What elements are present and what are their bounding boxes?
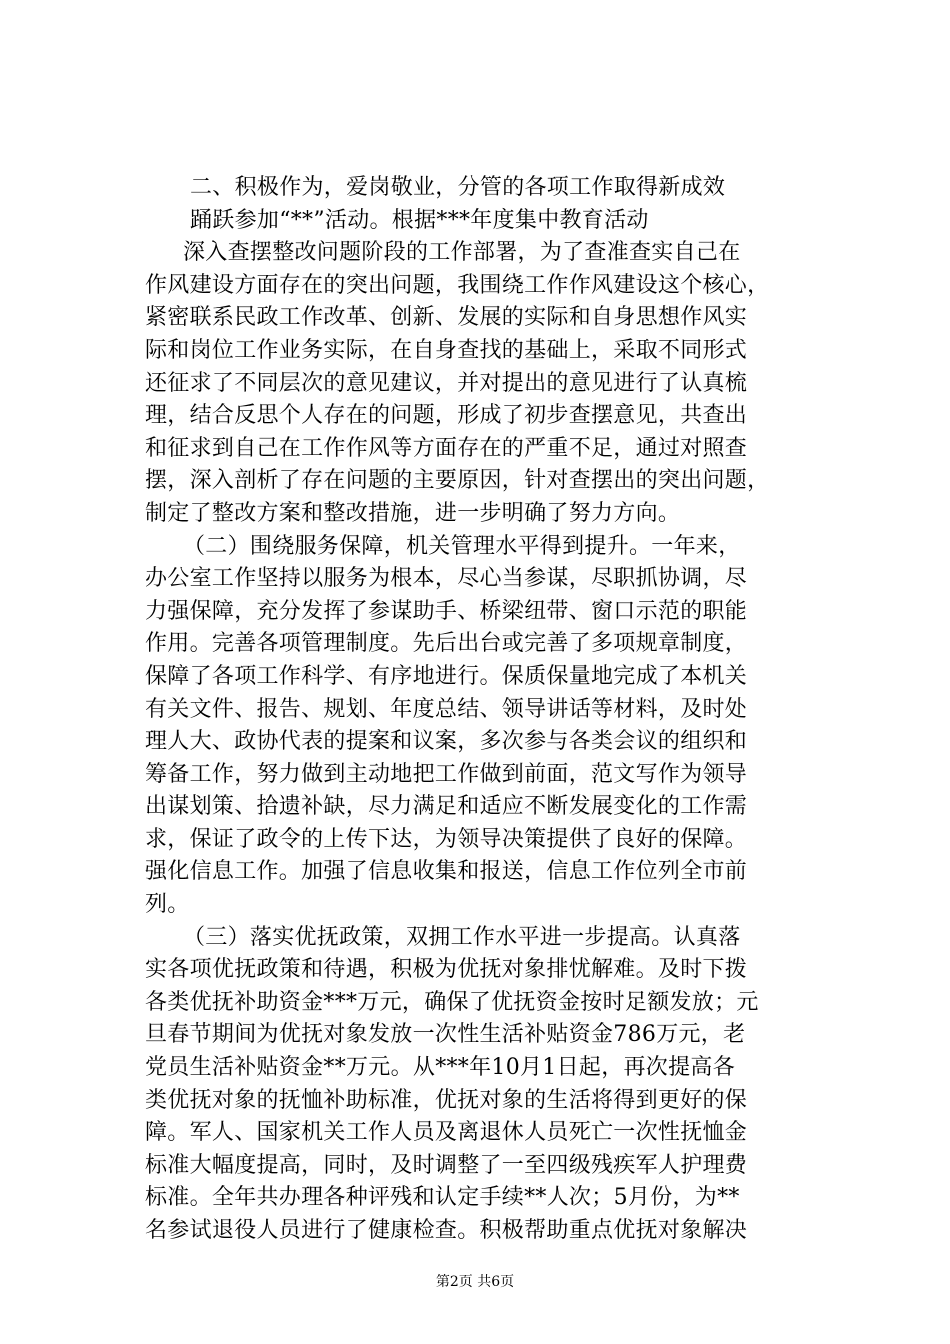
- text-line: 名参试退役人员进行了健康检查。积极帮助重点优抚对象解决: [145, 1218, 748, 1243]
- text-line: 强化信息工作。加强了信息收集和报送，信息工作位列全市前: [145, 859, 748, 885]
- paragraph-start-line: （二）围绕服务保障，机关管理水平得到提升。一年来，: [183, 533, 741, 559]
- document-body: [145, 172, 845, 1248]
- text-line: 紧密联系民政工作改革、创新、发展的实际和自身思想作风实: [145, 305, 748, 331]
- page-number-footer: 第2页 共6页: [435, 1274, 515, 1290]
- text-line: 标准大幅度提高，同时，及时调整了一至四级残疾军人护理费: [145, 1152, 748, 1178]
- text-line: 保障了各项工作科学、有序地进行。保质保量地完成了本机关: [145, 663, 748, 689]
- text-line: 摆，深入剖析了存在问题的主要原因，针对查摆出的突出问题，: [145, 468, 770, 494]
- text-line: 和征求到自己在工作作风等方面存在的严重不足，通过对照查: [145, 435, 748, 461]
- text-line: 旦春节期间为优抚对象发放一次性生活补贴资金786万元，老: [145, 1022, 746, 1048]
- text-line: 办公室工作坚持以服务为根本，尽心当参谋，尽职抓协调，尽: [145, 566, 748, 592]
- text-line: 作用。完善各项管理制度。先后出台或完善了多项规章制度，: [145, 631, 748, 657]
- text-line: 筹备工作，努力做到主动地把工作做到前面，范文写作为领导: [145, 761, 748, 787]
- text-line: 作风建设方面存在的突出问题，我围绕工作作风建设这个核心，: [145, 272, 770, 298]
- text-line: 障。军人、国家机关工作人员及离退休人员死亡一次性抚恤金: [145, 1120, 748, 1146]
- section-heading: 二、积极作为，爱岗敬业，分管的各项工作取得新成效: [190, 175, 726, 200]
- text-line: 标准。全年共办理各种评残和认定手续**人次；5月份，为**: [145, 1185, 740, 1211]
- text-line: 踊跃参加“**”活动。根据***年度集中教育活动: [190, 207, 649, 233]
- text-line: 列。: [145, 892, 190, 918]
- text-line: 有关文件、报告、规划、年度总结、领导讲话等材料，及时处: [145, 696, 748, 722]
- text-line: 实各项优抚政策和待遇，积极为优抚对象排忧解难。及时下拨: [145, 957, 748, 983]
- text-line: 理，结合反思个人存在的问题，形成了初步查摆意见，共查出: [145, 403, 748, 429]
- text-line: 类优抚对象的抚恤补助标准，优抚对象的生活将得到更好的保: [145, 1087, 748, 1113]
- text-line: 力强保障，充分发挥了参谋助手、桥梁纽带、窗口示范的职能: [145, 598, 748, 624]
- text-line: 各类优抚补助资金***万元，确保了优抚资金按时足额发放；元: [145, 989, 759, 1015]
- text-line: 际和岗位工作业务实际，在自身查找的基础上，采取不同形式: [145, 337, 748, 363]
- text-line: 还征求了不同层次的意见建议，并对提出的意见进行了认真梳: [145, 370, 748, 396]
- text-line: 求，保证了政令的上传下达，为领导决策提供了良好的保障。: [145, 826, 748, 852]
- text-line: 深入查摆整改问题阶段的工作部署，为了查准查实自己在: [183, 240, 741, 266]
- text-line: 党员生活补贴资金**万元。从***年10月1日起，再次提高各: [145, 1055, 735, 1081]
- paragraph-start-line: （三）落实优抚政策，双拥工作水平进一步提高。认真落: [183, 924, 741, 950]
- text-line: 出谋划策、拾遗补缺，尽力满足和适应不断发展变化的工作需: [145, 794, 748, 820]
- text-line: 理人大、政协代表的提案和议案，多次参与各类会议的组织和: [145, 729, 748, 755]
- text-line: 制定了整改方案和整改措施，进一步明确了努力方向。: [145, 500, 681, 526]
